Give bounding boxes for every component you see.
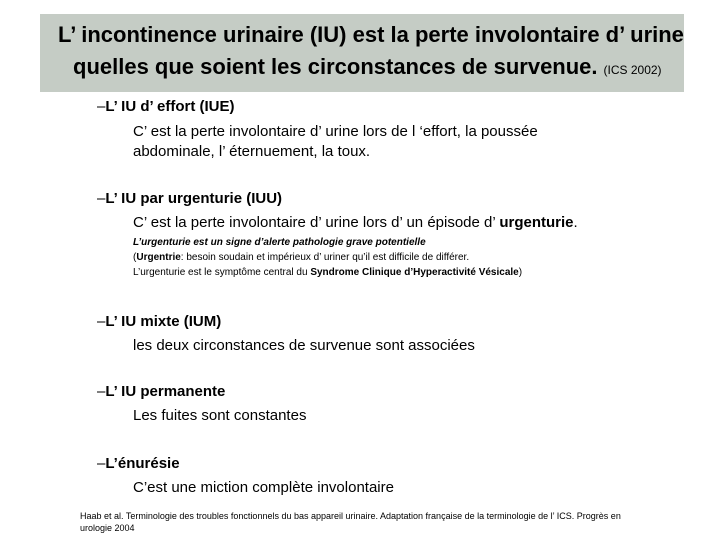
item-heading-enuresie (97, 455, 180, 472)
item-heading-permanente (97, 383, 225, 400)
item-enuresie-line-1: C’est une miction complète involontaire (133, 479, 394, 496)
footer-reference-line-2: urologie 2004 (80, 523, 135, 533)
footer-reference-line-1: Haab et al. Terminologie des troubles fonctionnels du bas appareil urinaire. Adaptation française de la terminologie de l’ ICS. Progrès en (80, 511, 621, 521)
title-box (40, 14, 684, 92)
item-heading-text: L’ IU d’ effort (IUE) (105, 98, 235, 115)
item-heading-ium (97, 313, 221, 330)
item-dash: – (97, 383, 106, 400)
note-2-rest: : besoin soudain et impérieux d’ uriner qu’il est difficile de différer. (180, 252, 470, 263)
item-iuu-note-3 (133, 267, 522, 278)
item-heading-iue (97, 98, 235, 115)
item-iuu-line-1 (133, 214, 578, 231)
item-heading-text: L’ IU mixte (IUM) (105, 313, 222, 330)
title-line-2-text: quelles que soient les circonstances de survenue. (73, 54, 598, 79)
item-iuu-line-1-suffix: . (573, 214, 578, 231)
note-2-bold: Urgentrie (136, 252, 181, 263)
title-line-2 (73, 54, 662, 80)
item-dash: – (97, 190, 106, 207)
item-iuu-note-2 (133, 252, 469, 263)
note-3-bold: Syndrome Clinique d’Hyperactivité Vésicale (310, 267, 519, 278)
title-source: (ICS 2002) (603, 63, 662, 77)
item-heading-iuu (97, 190, 282, 207)
item-heading-text: L’énurésie (105, 455, 180, 472)
item-heading-text: L’ IU par urgenturie (IUU) (105, 190, 283, 207)
item-iue-line-1: C’ est la perte involontaire d’ urine lors de l ‘effort, la poussée (133, 123, 538, 140)
item-dash: – (97, 455, 106, 472)
item-permanente-line-1: Les fuites sont constantes (133, 407, 307, 424)
item-iue-line-2: abdominale, l’ éternuement, la toux. (133, 143, 371, 160)
item-heading-text: L’ IU permanente (105, 383, 226, 400)
note-2-open: ( (133, 252, 137, 263)
item-dash: – (97, 98, 106, 115)
item-iuu-note-1: L’urgenturie est un signe d’alerte pathologie grave potentielle (133, 237, 426, 248)
title-line-1: L’ incontinence urinaire (IU) est la perte involontaire d’ urine (58, 22, 684, 47)
note-3-prefix: L’urgenturie est le symptôme central du (133, 267, 311, 278)
item-ium-line-1: les deux circonstances de survenue sont associées (133, 337, 475, 354)
item-dash: – (97, 313, 106, 330)
item-iuu-line-1-bold: urgenturie (499, 214, 574, 231)
note-3-suffix: ) (518, 267, 523, 278)
item-iuu-line-1-prefix: C’ est la perte involontaire d’ urine lors d’ un épisode d’ (133, 214, 500, 231)
